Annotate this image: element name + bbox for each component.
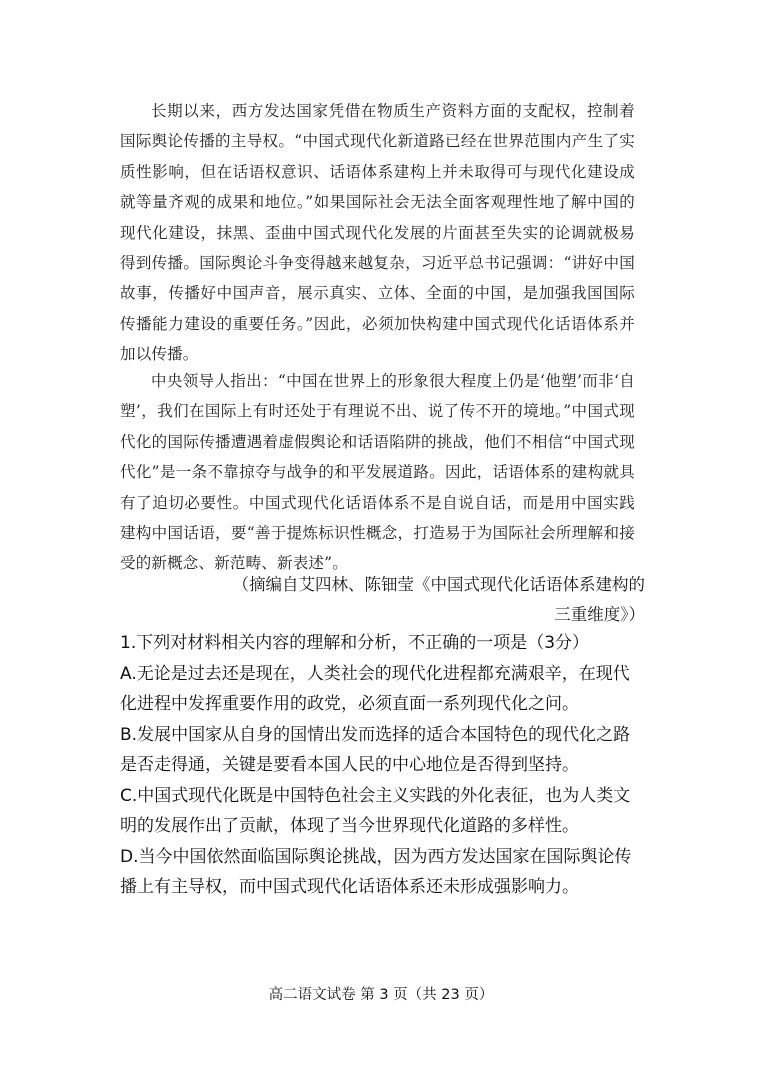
source-citation: （摘编自艾四林、陈钿莹《中国式现代化话语体系建构的三重维度》） bbox=[232, 575, 645, 624]
option-b: B.发展中国家从自身的国情出发而选择的适合本国特色的现代化之路是否走得通，关键是要看本国人民的中心地位是否得到坚持。 bbox=[120, 724, 631, 775]
passage-paragraph-2: 中央领导人指出：“中国在世界上的形象很大程度上仍是‘他塑’而非‘自塑’，我们在国际上有时还处于有理说不出、说了传不开的境地。”中国式现代化的国际传播遭遇着虚假舆论和话语陷阱的挑战，他们不相信“中国式现代化”是一条不靠掠夺与战争的和平发展道路。因此，话语体系的建构就具有了迫切必要性。中国式现代化话语体系不是自说自话，而是用中国实践建构中国话语，要“善于提炼标识性概念，打造易于为国际社会所理解和接受的新概念、新范畴、新表述”。 bbox=[120, 372, 635, 573]
option-d: D.当今中国依然面临国际舆论挑战，因为西方发达国家在国际舆论传播上有主导权，而中国式现代化话语体系还未形成强影响力。 bbox=[120, 846, 632, 897]
passage-paragraph-1: 长期以来，西方发达国家凭借在物质生产资料方面的支配权，控制着国际舆论传播的主导权。“中国式现代化新道路已经在世界范围内产生了实质性影响，但在话语权意识、话语体系建构上并未取得可与现代化建设成就等量齐观的成果和地位。”如果国际社会无法全面客观理性地了解中国的现代化建设，抹黑、歪曲中国式现代化发展的片面甚至失实的论调就极易得到传播。国际舆论斗争变得越来越复杂，习近平总书记强调：“讲好中国故事，传播好中国声音，展示真实、立体、全面的中国，是加强我国国际传播能力建设的重要任务。”因此，必须加快构建中国式现代化话语体系并加以传播。 bbox=[120, 102, 635, 364]
option-a: A.无论是过去还是现在，人类社会的现代化进程都充满艰辛，在现代化进程中发挥重要作用的政党，必须直面一系列现代化之问。 bbox=[120, 663, 630, 714]
page-footer: 高二语文试卷 第 3 页（共 23 页） bbox=[268, 987, 494, 1003]
question-block bbox=[120, 628, 640, 903]
option-c: C.中国式现代化既是中国特色社会主义实践的外化表征，也为人类文明的发展作出了贡献，体现了当今世界现代化道路的多样性。 bbox=[120, 785, 631, 836]
question-stem: 1.下列对材料相关内容的理解和分析，不正确的一项是（3分） bbox=[120, 633, 590, 653]
